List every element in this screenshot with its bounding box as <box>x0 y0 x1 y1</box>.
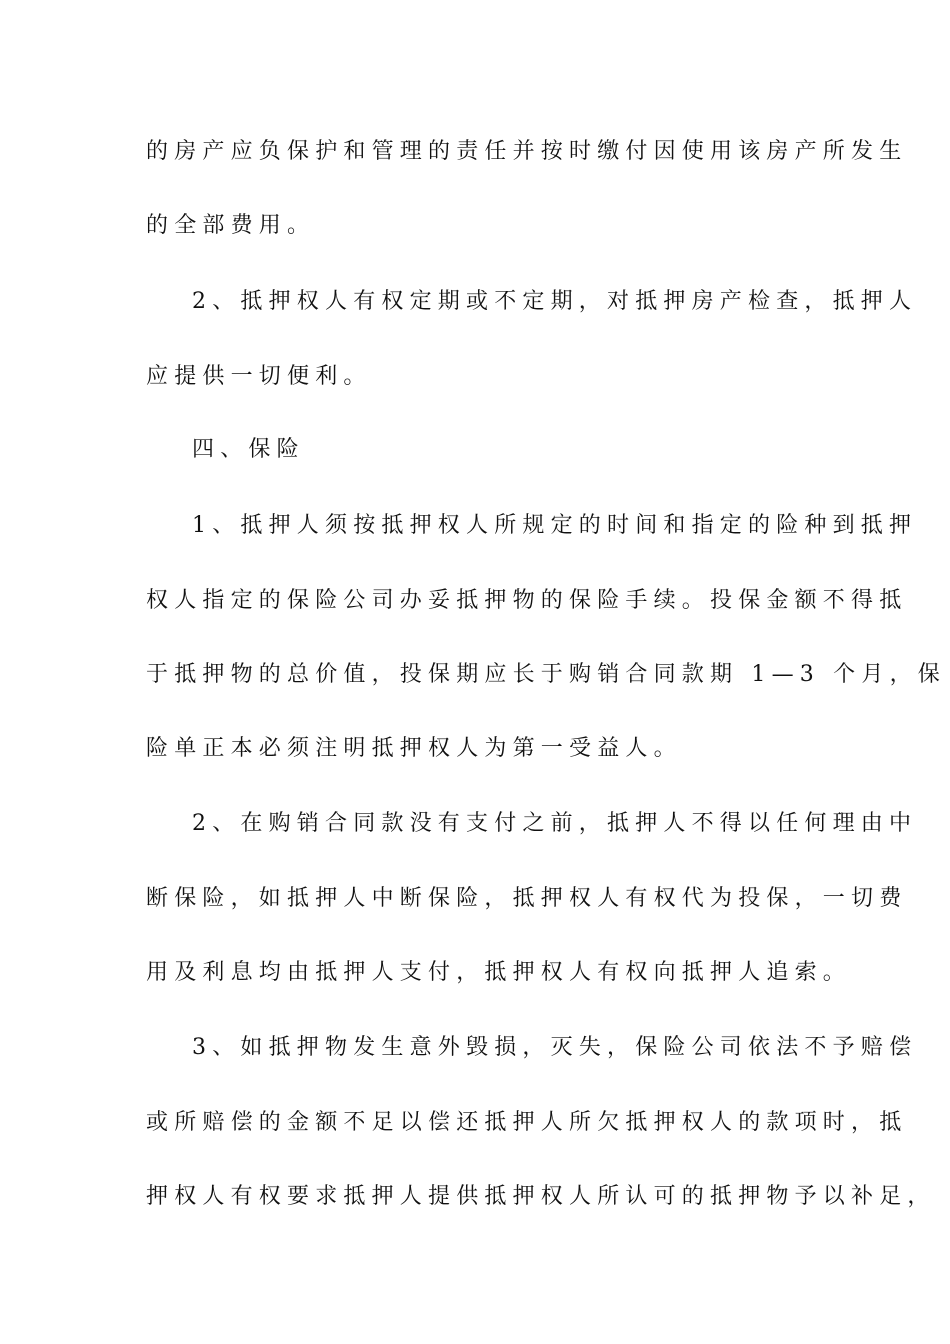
paragraph-line: 2、在购销合同款没有支付之前，抵押人不得以任何理由中 <box>192 811 918 836</box>
paragraph-line: 1、抵押人须按抵押权人所规定的时间和指定的险种到抵押 <box>192 513 918 538</box>
paragraph-line: 于抵押物的总价值，投保期应长于购销合同款期 1—3 个月，保 <box>146 662 946 687</box>
paragraph-line: 或所赔偿的金额不足以偿还抵押人所欠抵押权人的款项时，抵 <box>146 1110 908 1135</box>
paragraph-line: 3、如抵押物发生意外毁损，灭失，保险公司依法不予赔偿 <box>192 1035 918 1060</box>
section-heading: 四、保险 <box>192 437 305 462</box>
paragraph-line: 断保险，如抵押人中断保险，抵押权人有权代为投保，一切费 <box>146 886 908 911</box>
paragraph-line: 的房产应负保护和管理的责任并按时缴付因使用该房产所发生 <box>146 139 908 164</box>
paragraph-line: 押权人有权要求抵押人提供抵押权人所认可的抵押物予以补足， <box>146 1184 936 1209</box>
paragraph-line: 险单正本必须注明抵押权人为第一受益人。 <box>146 736 682 761</box>
paragraph-line: 2、抵押权人有权定期或不定期，对抵押房产检查，抵押人 <box>192 289 918 314</box>
paragraph-line: 应提供一切便利。 <box>146 364 372 389</box>
paragraph-line: 用及利息均由抵押人支付，抵押权人有权向抵押人追索。 <box>146 960 852 985</box>
paragraph-line: 的全部费用。 <box>146 213 316 238</box>
paragraph-line: 权人指定的保险公司办妥抵押物的保险手续。投保金额不得抵 <box>146 588 908 613</box>
